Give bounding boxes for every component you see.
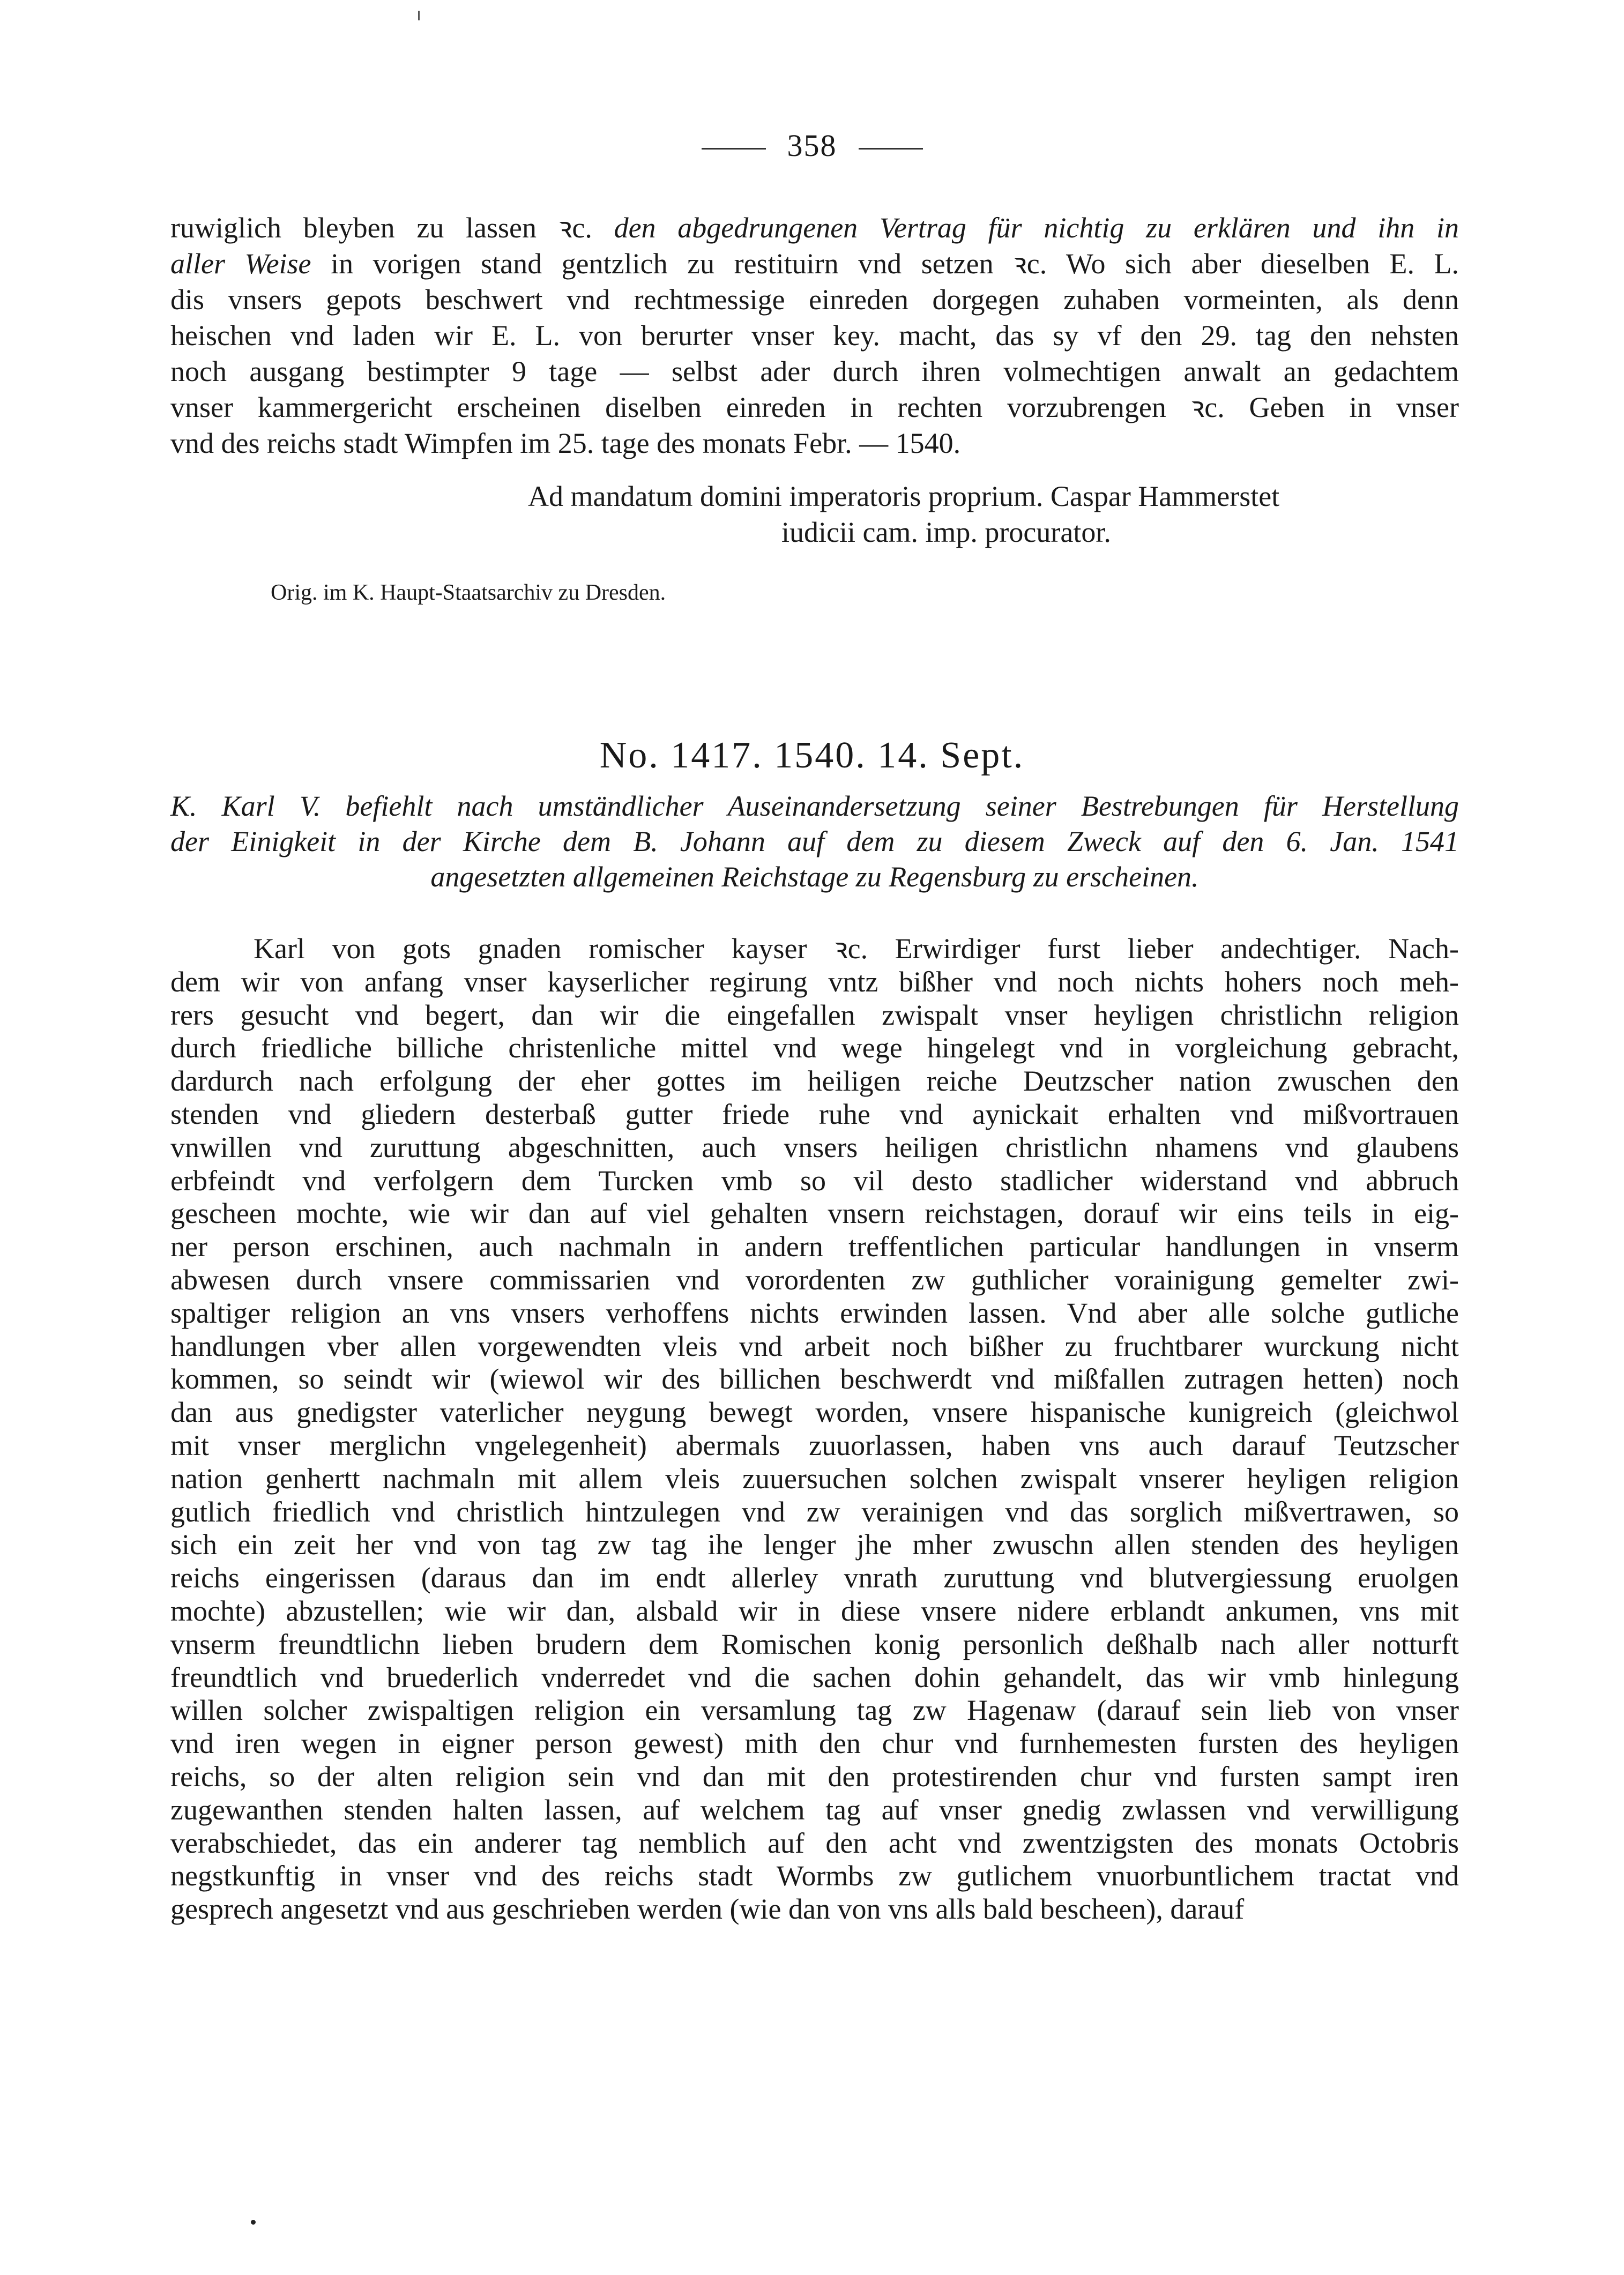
body-line: Karl von gots gnaden romischer kayser ꝛc. Erwirdiger furst lieber andechtiger. Nach- — [254, 933, 1459, 965]
text-line: vnd des reichs stadt Wimpfen im 25. tage des monats Febr. — 1540. — [170, 427, 961, 459]
page-number: 358 — [787, 128, 837, 163]
signature-title: iudicii cam. imp. procurator. — [781, 516, 1111, 548]
body-line: gutlich friedlich vnd christlich hintzulegen vnd zw verainigen vnd das sorglich mißvertrawen, so — [170, 1495, 1459, 1528]
body-line: stenden vnd gliedern desterbaß gutter friede ruhe vnd aynickait erhalten vnd mißvortrauen — [170, 1098, 1459, 1130]
body-line: ner person erschinen, auch nachmaln in andern treffentlichen particular handlungen in vnserm — [170, 1230, 1459, 1263]
body-line: abwesen durch vnsere commissarien vnd vorordenten zw guthlicher vorainigung gemelter zwi- — [170, 1263, 1459, 1296]
body-line: mochte) abzustellen; wie wir dan, alsbald wir in diese vnsere nidere erblandt ankumen, vns mit — [170, 1594, 1459, 1627]
text-line: heischen vnd laden wir E. L. von berurter vnser key. macht, das sy vf den 29. tag den nehsten — [170, 319, 1459, 352]
body-line: sich ein zeit her vnd von tag zw tag ihe lenger jhe mher zwuschn allen stenden des heyligen — [170, 1528, 1459, 1561]
body-line: zugewanthen stenden halten lassen, auf welchem tag auf vnser gnedig zwlassen vnd verwilligung — [170, 1793, 1459, 1826]
document-heading: No. 1417. 1540. 14. Sept. — [599, 735, 1025, 776]
body-line: durch friedliche billiche christenliche mittel vnd wege hingelegt vnd in vorgleichung gebracht, — [170, 1032, 1459, 1064]
page-dot-mark — [251, 2220, 256, 2225]
body-line: nation genhertt nachmaln mit allem vleis zuuersuchen solchen zwispalt vnserer heyligen religion — [170, 1462, 1459, 1495]
body-line: gescheen mochte, wie wir dan auf viel gehalten vnsern reichstagen, dorauf wir eins teils in eig- — [170, 1197, 1459, 1230]
header-rule-right — [859, 148, 923, 150]
page-header — [0, 128, 1624, 163]
summary-line: angesetzten allgemeinen Reichstage zu Regensburg zu erscheinen. — [430, 861, 1199, 893]
body-line: gesprech angesetzt vnd aus geschrieben werden (wie dan von vns alls bald bescheen), darauf — [170, 1893, 1245, 1926]
page-speck-mark — [418, 11, 420, 20]
document-summary — [170, 788, 1459, 894]
continuation-paragraph — [170, 210, 1459, 461]
text-line: noch ausgang bestimpter 9 tage — selbst ader durch ihren volmechtigen anwalt an gedachtem — [170, 355, 1459, 387]
body-line: handlungen vber allen vorgewendten vleis vnd arbeit noch bißher zu fruchtbarer wurckung nicht — [170, 1330, 1459, 1362]
body-line: negstkunftig in vnser vnd des reichs stadt Wormbs zw gutlichem vnuorbuntlichem tractat vnd — [170, 1860, 1459, 1892]
body-line: dardurch nach erfolgung der eher gottes im heiligen reiche Deutzscher nation zwuschen den — [170, 1065, 1459, 1098]
body-line: dan aus gnedigster vaterlicher neygung bewegt worden, vnsere hispanische kunigreich (gleichwol — [170, 1396, 1459, 1429]
body-line: erbfeindt vnd verfolgern dem Turcken vmb so vil desto stadlicher widerstand vnd abbruch — [170, 1164, 1459, 1197]
document-body — [170, 933, 1459, 1926]
body-line: rers gesucht vnd begert, dan wir die eingefallen zwispalt vnser heyligen christlichn religion — [170, 998, 1459, 1031]
body-line: reichs eingerissen (daraus dan im endt allerley vnrath zuruttung vnd blutvergiessung eruolgen — [170, 1562, 1459, 1594]
text-line: dis vnsers gepots beschwert vnd rechtmessige einreden dorgegen zuhaben vormeinten, als denn — [170, 284, 1459, 316]
body-line: kommen, so seindt wir (wiewol wir des billichen beschwerdt vnd mißfallen zutragen hetten) noch — [170, 1363, 1459, 1396]
body-line: verabschiedet, das ein anderer tag nemblich auf den acht vnd zwentzigsten des monats Octobris — [170, 1826, 1459, 1859]
body-line: reichs, so der alten religion sein vnd dan mit den protestirenden chur vnd fursten sampt iren — [170, 1760, 1459, 1793]
signature-line: Ad mandatum domini imperatoris proprium. Caspar Hammerstet — [528, 480, 1280, 512]
header-rule-left — [702, 148, 766, 150]
body-line: dem wir von anfang vnser kayserlicher regirung vntz bißher vnd noch nichts hohers noch meh- — [170, 965, 1459, 998]
summary-line: der Einigkeit in der Kirche dem B. Johann auf dem zu diesem Zweck auf den 6. Jan. 1541 — [170, 825, 1459, 857]
body-line: vnserm freundtlichn lieben brudern dem Romischen konig personlich deßhalb nach aller notturft — [170, 1628, 1459, 1660]
body-line: mit vnser merglichn vngelegenheit) abermals zuuorlassen, haben vns auch darauf Teutzscher — [170, 1429, 1459, 1461]
summary-line: K. Karl V. befiehlt nach umständlicher Auseinandersetzung seiner Bestrebungen für Herstellung — [170, 790, 1459, 822]
body-line: freundtlich vnd bruederlich vnderredet vnd die sachen dohin gehandelt, das wir vmb hinlegung — [170, 1661, 1459, 1694]
text-line: vnser kammergericht erscheinen diselben einreden in rechten vorzubrengen ꝛc. Geben in vnser — [170, 391, 1459, 423]
body-line: willen solcher zwispaltigen religion ein versamlung tag zw Hagenaw (darauf sein lieb von vnser — [170, 1694, 1459, 1727]
body-line: vnd iren wegen in eigner person gewest) mith den chur vnd furnhemesten fursten des heyligen — [170, 1727, 1459, 1760]
source-note: Orig. im K. Haupt-Staatsarchiv zu Dresden. — [271, 580, 666, 605]
text-line: ruwiglich bleyben zu lassen ꝛc. den abgedrungenen Vertrag für nichtig zu erklären und ihn in — [170, 212, 1459, 244]
body-line: spaltiger religion an vns vnsers verhoffens nichts erwinden lassen. Vnd aber alle solche gutliche — [170, 1296, 1459, 1329]
text-line: aller Weise in vorigen stand gentzlich zu restituirn vnd setzen ꝛc. Wo sich aber dieselben E. L. — [170, 248, 1459, 280]
body-line: vnwillen vnd zuruttung abgeschnitten, auch vnsers heiligen christlichn nhamens vnd glaubens — [170, 1131, 1459, 1163]
